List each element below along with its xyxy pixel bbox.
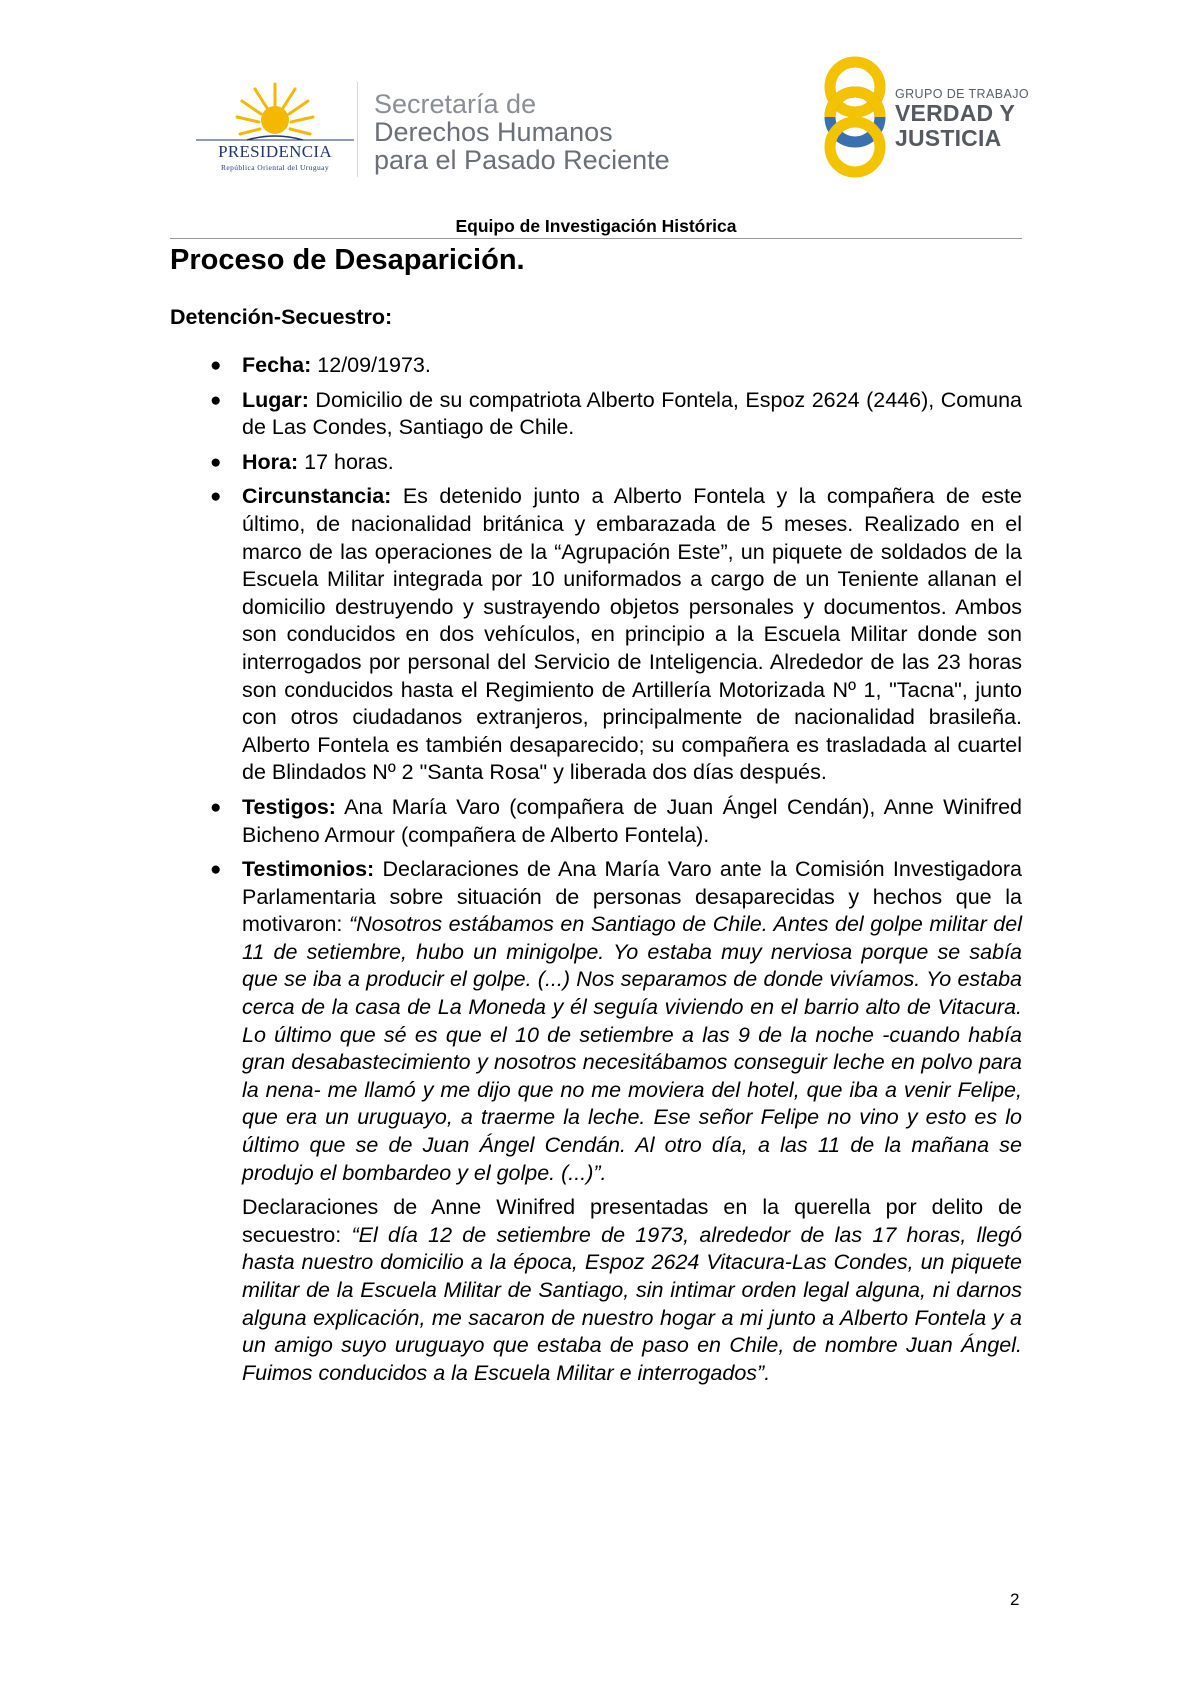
item-text: 12/09/1973.: [311, 353, 431, 377]
item-label: Hora:: [242, 449, 299, 474]
bullet-icon: ●: [210, 859, 222, 881]
gtvj-logo-text: [895, 87, 1029, 151]
gtvj-small-label: GRUPO DE TRABAJO: [895, 87, 1029, 101]
presidencia-subtitle: República Oriental del Uruguay: [220, 163, 329, 172]
item-text: Domicilio de su compatriota Alberto Fontela, Espoz 2624 (2446), Comuna de Las Condes, Santiago de Chile.: [242, 387, 1022, 440]
secretaria-line-1: Secretaría de: [374, 89, 537, 119]
list-item-testigos: [170, 794, 1022, 849]
item-label: Testimonios:: [242, 857, 375, 882]
section-heading: Detención-Secuestro:: [170, 305, 393, 329]
item-text: Es detenido junto a Alberto Fontela y la compañera de este último, de nacionalidad británica y embarazada de 5 meses. Realizado en el marco de las operaciones de la “Agrupación Este”, un piquete de soldados de la Escuela Militar integrada por 10 uniformados a cargo de un Teniente allanan el domicilio destruyendo y sustrayendo objetos personales y documentos. Ambos son conducidos en dos vehículos, en principio a la Escuela Militar donde son interrogados por personal del Servicio de Inteligencia. Alrededor de las 23 horas son conducidos hasta el Regimiento de Artillería Motorizada Nº 1, "Tacna", junto con otros ciudadanos extranjeros, principalmente de nacionalidad brasileña. Alberto Fontela es también desaparecido; su compañera es trasladada al cuartel de Blindados Nº 2 "Santa Rosa" y liberada dos días después.: [242, 484, 1022, 785]
list-item-circunstancia: [170, 483, 1022, 787]
page-number: 2: [1010, 1590, 1020, 1609]
secretaria-line-2: Derechos Humanos: [374, 117, 613, 147]
rings-logo-icon: [815, 55, 895, 179]
bullet-icon: ●: [210, 796, 222, 818]
item-text: Ana María Varo (compañera de Juan Ángel Cendán), Anne Winifred Bicheno Armour (compañera de Alberto Fontela).: [242, 794, 1022, 847]
secretaria-logo-text: [374, 90, 670, 174]
header-rule: [170, 238, 1022, 239]
list-item-testimonios: [170, 856, 1022, 1387]
presidencia-name: PRESIDENCIA: [218, 142, 332, 161]
list-item-lugar: [170, 387, 1022, 442]
bullet-icon: ●: [210, 486, 222, 508]
list-item-fecha: [170, 352, 1022, 380]
item-text-secondary: Declaraciones de Anne Winifred presentadas en la querella por delito de secuestro:: [242, 1195, 1022, 1247]
detail-list: [170, 352, 1022, 1387]
item-label: Circunstancia:: [242, 484, 392, 509]
item-text: Declaraciones de Ana María Varo ante la Comisión Investigadora Parlamentaria sobre situación de personas desaparecidas y hechos que la motivaron:: [242, 857, 1022, 937]
document-body: [170, 240, 1022, 1394]
bullet-icon: ●: [210, 355, 222, 376]
testimony-quote-secondary: “El día 12 de setiembre de 1973, alrededor de las 17 horas, llegó hasta nuestro domicilio a la época, Espoz 2624 Vitacura-Las Condes, un piquete militar de la Escuela Militar de Santiago, sin intimar orden legal alguna, ni darnos alguna explicación, me sacaron de nuestro hogar a mi junto a Alberto Fontela y a un amigo suyo uruguayo que estaba de paso en Chile, de nombre Juan Ángel. Fuimos conducidos a la Escuela Militar e interrogados”.: [242, 1222, 1022, 1385]
item-label: Lugar:: [242, 387, 309, 412]
page-header: [0, 0, 1190, 205]
gtvj-line-1: VERDAD Y: [895, 100, 1016, 126]
item-label: Testigos:: [242, 794, 336, 819]
item-text: 17 horas.: [298, 449, 394, 474]
bullet-icon: ●: [210, 389, 222, 411]
page-title: Proceso de Desaparición.: [170, 244, 525, 276]
testimony-quote: “Nosotros estábamos en Santiago de Chile. Antes del golpe militar del 11 de setiembre, hubo un minigolpe. Yo estaba muy nerviosa porque se sabía que se iba a producir el golpe. (...) Nos separamos de donde vivíamos. Yo estaba cerca de la casa de La Moneda y él seguía viviendo en el barrio alto de Vitacura. Lo último que sé es que el 10 de setiembre a las 9 de la noche -cuando había gran desabastecimiento y nosotros necesitábamos conseguir leche en polvo para la nena- me llamó y me dijo que no me moviera del hotel, que iba a venir Felipe, que era un uruguayo, a traerme la leche. Ese señor Felipe no vino y esto es lo último que se de Juan Ángel Cendán. Al otro día, a las 11 de la mañana se produjo el bombardeo y el golpe. (...)”.: [242, 912, 1022, 1185]
running-title: Equipo de Investigación Histórica: [455, 216, 737, 236]
secretaria-line-3: para el Pasado Reciente: [374, 145, 670, 175]
list-item-hora: [170, 449, 1022, 477]
item-label: Fecha:: [242, 353, 312, 377]
header-divider: [357, 82, 358, 177]
bullet-icon: ●: [210, 451, 222, 473]
gtvj-line-2: JUSTICIA: [895, 125, 1002, 151]
